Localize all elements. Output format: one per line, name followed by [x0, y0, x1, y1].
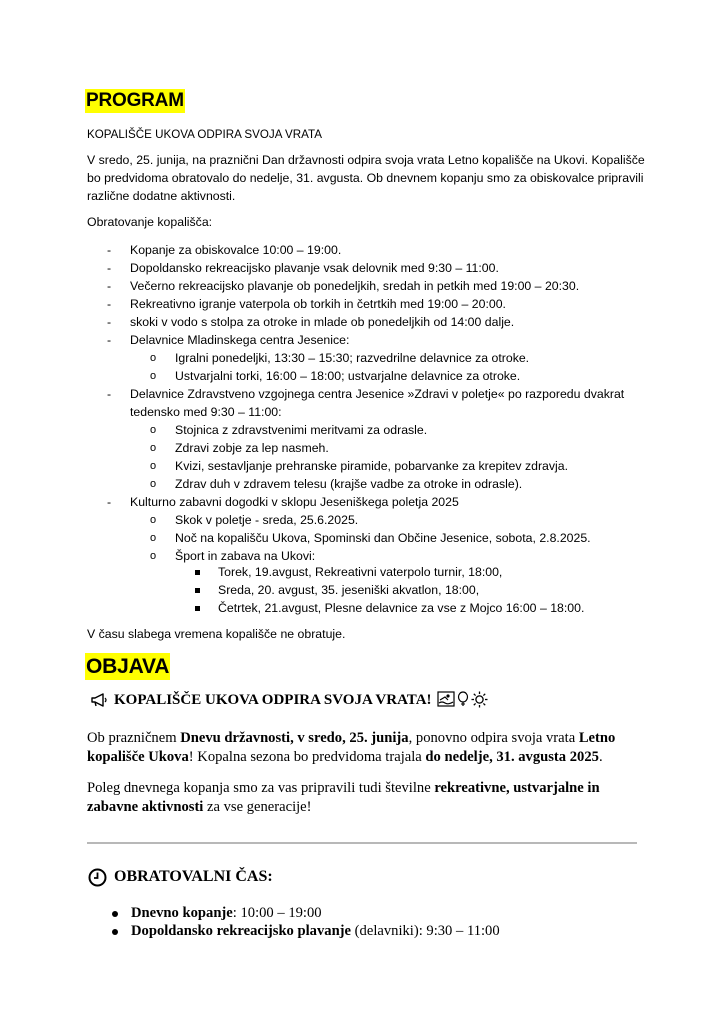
list-item-continuation: tedensko med 9:30 – 11:00:	[130, 405, 282, 419]
text-run-bold: do nedelje, 31. avgusta 2025	[425, 749, 599, 765]
list-item: Delavnice Mladinskega centra Jesenice:	[130, 333, 350, 347]
intro-line: V sredo, 25. junija, na praznični Dan državnosti odpira svoja vrata Letno kopališče na Ukovi. Kopališče	[87, 153, 645, 167]
text-run: , ponovno odpira svoja vrata	[408, 730, 579, 746]
list-item: Kopanje za obiskovalce 10:00 – 19:00.	[130, 243, 342, 257]
objava-paragraph-continuation	[87, 797, 312, 817]
program-heading: PROGRAM	[86, 90, 184, 111]
hours-label: Dopoldansko rekreacijsko plavanje	[131, 923, 352, 939]
swimmer-icon	[437, 691, 455, 712]
sub-sub-list-item: Torek, 19.avgust, Rekreativni vaterpolo turnir, 18:00,	[218, 565, 503, 579]
sub-sub-list-item: Četrtek, 21.avgust, Plesne delavnice za vse z Mojco 16:00 – 18:00.	[218, 601, 585, 615]
divider	[87, 842, 637, 844]
sub-list-item: Igralni ponedeljki, 13:30 – 15:30; razvedrilne delavnice za otroke.	[175, 351, 530, 365]
text-run: ! Kopalna sezona bo predvidoma trajala	[188, 749, 426, 765]
list-item: skoki v vodo s stolpa za otroke in mlade ob ponedeljkih od 14:00 dalje.	[130, 315, 515, 329]
sub-bullet: o	[150, 478, 157, 490]
sub-bullet: o	[150, 532, 157, 544]
intro-line: bo predvidoma obratovalo do nedelje, 31. avgusta. Ob dnevnem kopanju smo za obiskovalce pripravili	[87, 171, 644, 185]
sub-bullet: o	[150, 352, 157, 364]
sub-list-item: Ustvarjalni torki, 16:00 – 18:00; ustvarjalne delavnice za otroke.	[175, 369, 521, 383]
hours-title: OBRATOVALNI ČAS:	[114, 868, 273, 885]
weather-note: V času slabega vremena kopališče ne obratuje.	[87, 627, 346, 641]
sub-list-item: Šport in zabava na Ukovi:	[175, 549, 316, 563]
list-item: Kulturno zabavni dogodki v sklopu Jeseniškega poletja 2025	[130, 495, 459, 509]
hours-label: Dnevno kopanje	[131, 905, 233, 921]
text-run-bold: kopališče Ukova	[87, 749, 189, 765]
list-bullet: -	[107, 279, 112, 293]
square-bullet	[195, 570, 200, 575]
list-bullet: -	[107, 333, 112, 347]
sub-bullet: o	[150, 370, 157, 382]
list-item: Dopoldansko rekreacijsko plavanje vsak delovnik med 9:30 – 11:00.	[130, 261, 499, 275]
hours-heading: Obratovanje kopališča:	[87, 215, 213, 229]
sub-list-item: Zdravi zobje za lep nasmeh.	[175, 441, 329, 455]
intro-line: različne dodatne aktivnosti.	[87, 189, 236, 203]
text-run-bold: Letno	[578, 730, 616, 746]
list-bullet: -	[107, 297, 112, 311]
sun-icon	[471, 691, 488, 713]
text-run-bold: zabavne aktivnosti	[87, 799, 204, 815]
list-bullet: -	[107, 243, 112, 257]
objava-headline: KOPALIŠČE UKOVA ODPIRA SVOJA VRATA!	[114, 692, 432, 708]
text-run: Ob prazničnem	[87, 730, 181, 746]
sub-list-item: Zdrav duh v zdravem telesu (krajše vadbe za otroke in odrasle).	[175, 477, 523, 491]
bullet-dot	[112, 929, 118, 935]
balloon-icon	[456, 691, 470, 712]
bullet-dot	[112, 911, 118, 917]
objava-paragraph	[87, 778, 600, 798]
sub-bullet: o	[150, 460, 157, 472]
program-subtitle: KOPALIŠČE UKOVA ODPIRA SVOJA VRATA	[87, 128, 322, 141]
hours-value: (delavniki): 9:30 – 11:00	[351, 923, 500, 939]
text-run: za vse generacije!	[203, 799, 312, 815]
text-run-bold: rekreativne, ustvarjalne in	[434, 780, 600, 796]
hours-value: : 10:00 – 19:00	[232, 905, 322, 921]
list-item: Rekreativno igranje vaterpola ob torkih in četrtkih med 19:00 – 20:00.	[130, 297, 506, 311]
objava-heading: OBJAVA	[86, 655, 170, 678]
list-bullet: -	[107, 387, 112, 401]
list-bullet: -	[107, 495, 112, 509]
text-run: .	[598, 749, 603, 765]
objava-paragraph-continuation	[87, 747, 603, 767]
sub-list-item: Kvizi, sestavljanje prehranske piramide, pobarvanke za krepitev zdravja.	[175, 459, 569, 473]
square-bullet	[195, 588, 200, 593]
sub-bullet: o	[150, 514, 157, 526]
sub-sub-list-item: Sreda, 20. avgust, 35. jeseniški akvatlon, 18:00,	[218, 583, 480, 597]
text-run-bold: Dnevu državnosti, v sredo, 25. junija	[180, 730, 409, 746]
list-item: Delavnice Zdravstveno vzgojnega centra Jesenice »Zdravi v poletje« po razporedu dvakrat	[130, 387, 625, 401]
megaphone-icon	[90, 692, 108, 713]
list-bullet: -	[107, 315, 112, 329]
hours-item	[131, 903, 322, 923]
sub-bullet: o	[150, 550, 157, 562]
sub-bullet: o	[150, 424, 157, 436]
text-run: Poleg dnevnega kopanja smo za vas pripravili tudi številne	[87, 780, 435, 796]
objava-paragraph	[87, 728, 615, 748]
square-bullet	[195, 606, 200, 611]
list-bullet: -	[107, 261, 112, 275]
list-item: Večerno rekreacijsko plavanje ob ponedeljkih, sredah in petkih med 19:00 – 20:30.	[130, 279, 580, 293]
sub-list-item: Noč na kopališču Ukova, Spominski dan Občine Jesenice, sobota, 2.8.2025.	[175, 531, 591, 545]
sub-list-item: Stojnica z zdravstvenimi meritvami za odrasle.	[175, 423, 428, 437]
hours-item	[131, 921, 500, 941]
sub-list-item: Skok v poletje - sreda, 25.6.2025.	[175, 513, 359, 527]
sub-bullet: o	[150, 442, 157, 454]
clock-icon	[88, 868, 107, 892]
